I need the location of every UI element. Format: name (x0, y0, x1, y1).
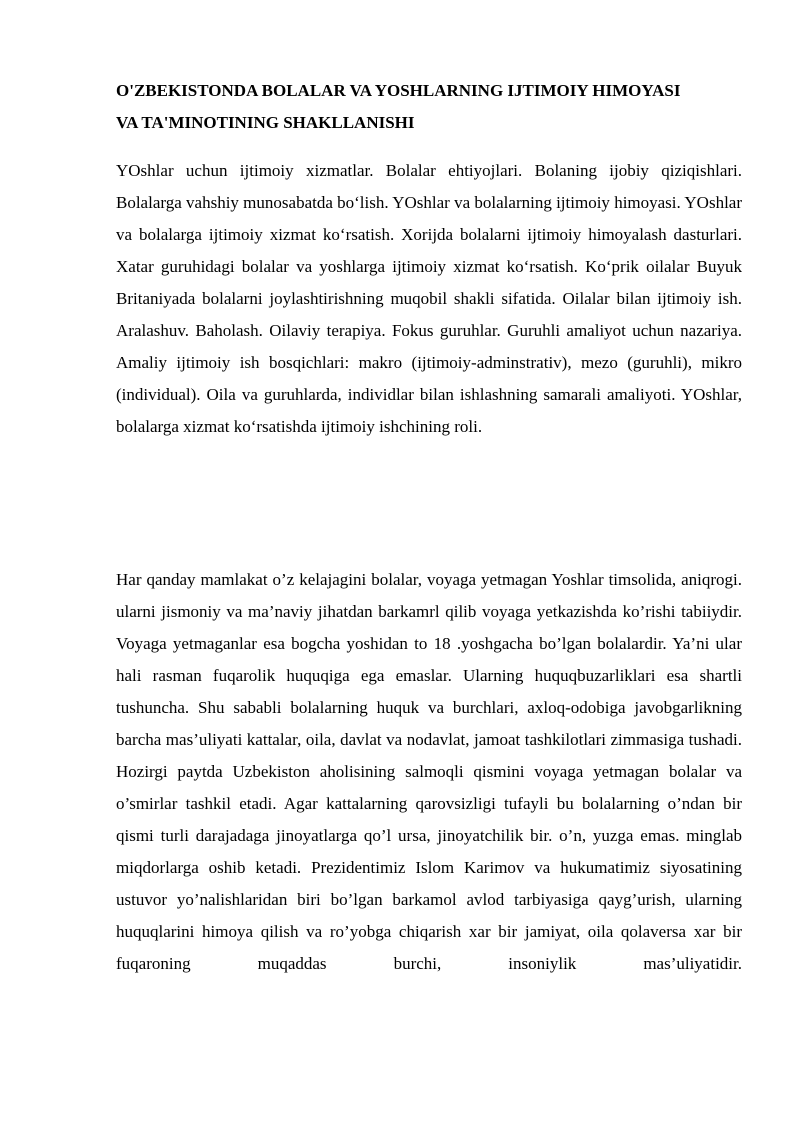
summary-paragraph: YOshlar uchun ijtimoiy xizmatlar. Bolalar ehtiyojlari. Bolaning ijobiy qiziqishlari. Bolalarga vahshiy munosabatda bo‘lish. YOshlar va bolalarning ijtimoiy himoyasi. YOshlar va bolalarga ijtimoiy xizmat ko‘rsatish. Xorijda bolalarni ijtimoiy himoyalash dasturlari. Xatar guruhidagi bolalar va yoshlarga ijtimoiy xizmat ko‘rsatish. Ko‘prik oilalar Buyuk Britaniyada bolalarni joylashtirishning muqobil shakli sifatida. Oilalar bilan ijtimoiy ish. Aralashuv. Baholash. Oilaviy terapiya. Fokus guruhlar. Guruhli amaliyot uchun nazariya. Amaliy ijtimoiy ish bosqichlari: makro (ijtimoiy-adminstrativ), mezo (guruhli), mikro (individual). Oila va guruhlarda, individlar bilan ishlashning samarali amaliyoti. YOshlar, bolalarga xizmat ko‘rsatishda ijtimoiy ishchining roli. (116, 161, 742, 436)
document-title (116, 75, 746, 139)
document-title-line-2: VA TA'MINOTINING SHAKLLANISHI (116, 113, 415, 132)
main-paragraph: Har qanday mamlakat o’z kelajagini bolalar, voyaga yetmagan Yoshlar timsolida, aniqrogi. ularni jismoniy va ma’naviy jihatdan barkamrl qilib voyaga yetkazishda ko’rishi tabiiydir. Voyaga yetmaganlar esa bogcha yoshidan to 18 .yoshgacha bo’lgan bolalardir. Ya’ni ular hali rasman fuqarolik huquqiga ega emaslar. Ularning huquqbuzarliklari esa shartli tushuncha. Shu sababli bolalarning huquk va burchlari, axloq-odobiga javobgarlikning barcha mas’uliyati kattalar, oila, davlat va nodavlat, jamoat tashkilotlari zimmasiga tushadi. Hozirgi paytda Uzbekiston aholisining salmoqli qismini voyaga yetmagan bolalar va o’smirlar tashkil etadi. Agar kattalarning qarovsizligi tufayli bu bolalarning o’ndan bir qismi turli darajadaga jinoyatlarga qo’l ursa, jinoyatchilik bir. o’n, yuzga emas. minglab miqdorlarga oshib ketadi. Prezidentimiz Islom Karimov va hukumatimiz siyosatining ustuvor yo’nalishlaridan biri bo’lgan barkamol avlod tarbiyasiga qayg’urish, ularning huquqlarini himoya qilish va ro’yobga chiqarish xar bir jamiyat, oila qolaversa xar bir fuqaroning muqaddas burchi, insoniylik mas’uliyatidir. (116, 570, 742, 973)
document-title-line-1: O'ZBEKISTONDA BOLALAR VA YOSHLARNING IJTIMOIY HIMOYASI (116, 81, 681, 100)
